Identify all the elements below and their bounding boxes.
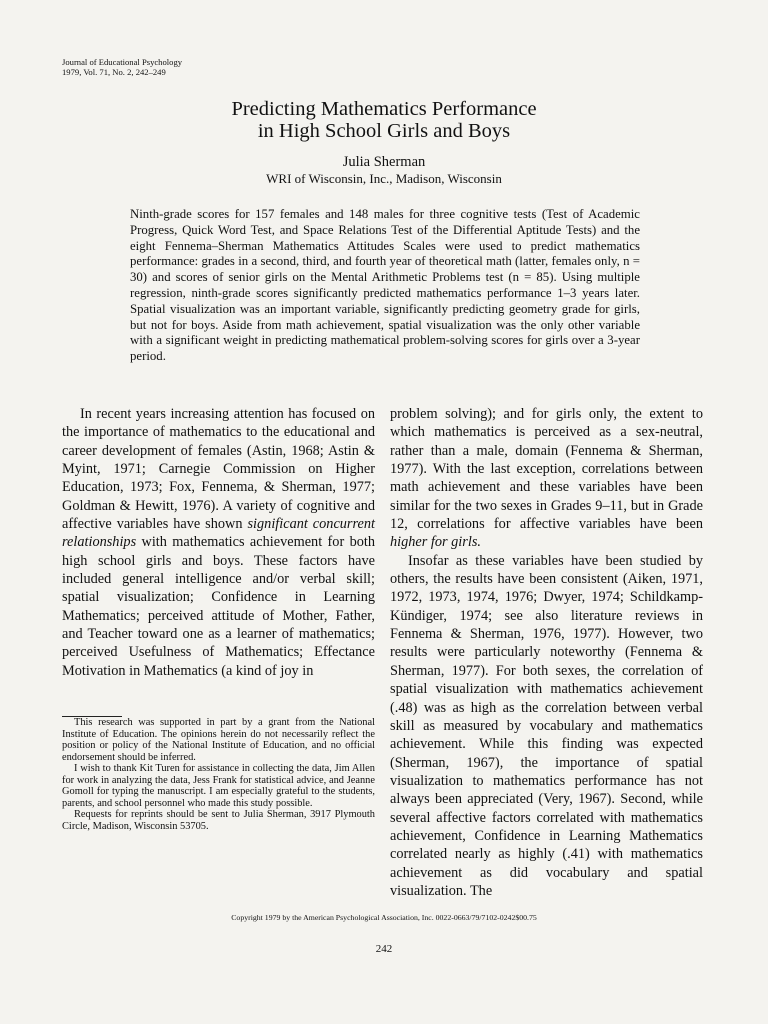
journal-volume: 1979, Vol. 71, No. 2, 242–249 [62, 66, 166, 77]
footnote-funding: This research was supported in part by a grant from the National Institute of Education. The opinions herein do not necessarily reflect the position or policy of the National Institute of Education, and no official endorsement should be inferred. [62, 717, 375, 763]
footnotes [62, 717, 375, 832]
page-number: 242 [375, 943, 393, 955]
body-column-left [62, 405, 375, 680]
footnote-reprints: Requests for reprints should be sent to Julia Sherman, 3917 Plymouth Circle, Madison, Wisconsin 53705. [62, 809, 375, 832]
author-affiliation: WRI of Wisconsin, Inc., Madison, Wisconsin [266, 171, 502, 186]
abstract: Ninth-grade scores for 157 females and 148 males for three cognitive tests (Test of Academic Progress, Quick Word Test, and Space Relations Test of the Differential Aptitude Tests) and the eight Fennema–Sherman Mathematics Attitudes Scales were used to predict mathematics performance: grades in a second, third, and fourth year of theoretical math (latter, females only, n = 30) and scores of senior girls on the Mental Arithmetic Problems test (n = 85). Using multiple regression, ninth-grade scores significantly predicted mathematics performance 1–3 years later. Spatial visualization was an important variable, significantly predicting geometry grade for girls, but not for boys. Aside from math achievement, spatial visualization was the only other variable with a significant weight in predicting mathematical problem-solving scores for girls over a 3-year period. [130, 207, 640, 364]
footnote-acknowledgments: I wish to thank Kit Turen for assistance in collecting the data, Jim Allen for work in analyzing the data, Jess Frank for statistical advice, and Jeanne Gomoll for typing the manuscript. I am especially grateful to the students, parents, and school personnel who made this study possible. [62, 763, 375, 809]
title-line-1: Predicting Mathematics Performance [231, 98, 537, 120]
title-line-2: in High School Girls and Boys [257, 120, 511, 142]
paragraph: Insofar as these variables have been studied by others, the results have been consistent (Aiken, 1971, 1972, 1973, 1974, 1976; Dwyer, 1974; Schildkamp-Kündiger, 1974; see also literature reviews in Fennema & Sherman, 1976, 1977). However, two results were particularly noteworthy (Fennema & Sherman, 1977). For both sexes, the correlation of spatial visualization with mathematics achievement (.48) was as high as the correlation between verbal skill as measured by vocabulary and mathematics achievement. While this finding was expected (Sherman, 1967), the importance of spatial visualization to mathematics performance has not always been appreciated (Very, 1967). Second, while several affective factors correlated with mathematics achievement, Confidence in Learning Mathematics correlated nearly as highly (.41) with mathematics achievement as did vocabulary and spatial visualization. The [390, 552, 703, 899]
author-name: Julia Sherman [342, 154, 426, 170]
paper-title [0, 98, 768, 142]
paragraph [62, 405, 375, 680]
copyright-line: Copyright 1979 by the American Psychological Association, Inc. 0022-0663/79/7102-0242$00.75 [231, 913, 537, 922]
paragraph-continued [390, 405, 703, 552]
body-column-right [390, 405, 703, 900]
text-run: In recent years increasing attention has focused on the importance of mathematics to the educational and career development of females (Astin, 1968; Astin & Myint, 1971; Carnegie Commission on Higher Education, 1973; Fox, Fennema, & Sherman, 1977; Goldman & Hewitt, 1976). A variety of cognitive and affective variables have shown [62, 406, 375, 533]
journal-name: Journal of Educational Psychology [62, 57, 183, 67]
text-run: with mathematics achievement for both high school girls and boys. These factors have included general intelligence and/or verbal skill; spatial visualization; Confidence in Learning Mathematics; perceived attitude of Mother, Father, and Teacher toward one as a learner of mathematics; perceived Usefulness of Mathematics; Effectance Motivation in Mathematics (a kind of joy in [62, 534, 375, 679]
journal-citation [62, 58, 182, 77]
emphasis: significant concurrent relationships [62, 516, 376, 551]
text-run: problem solving); and for girls only, the extent to which mathematics is perceived as a sex-neutral, rather than a male, domain (Fennema & Sherman, 1977). With the last exception, correlations between math achievement and these variables have been similar for the two sexes in Grades 9–11, but in Grade 12, correlations for affective variables have been [390, 406, 703, 533]
emphasis: higher for girls. [390, 534, 481, 551]
